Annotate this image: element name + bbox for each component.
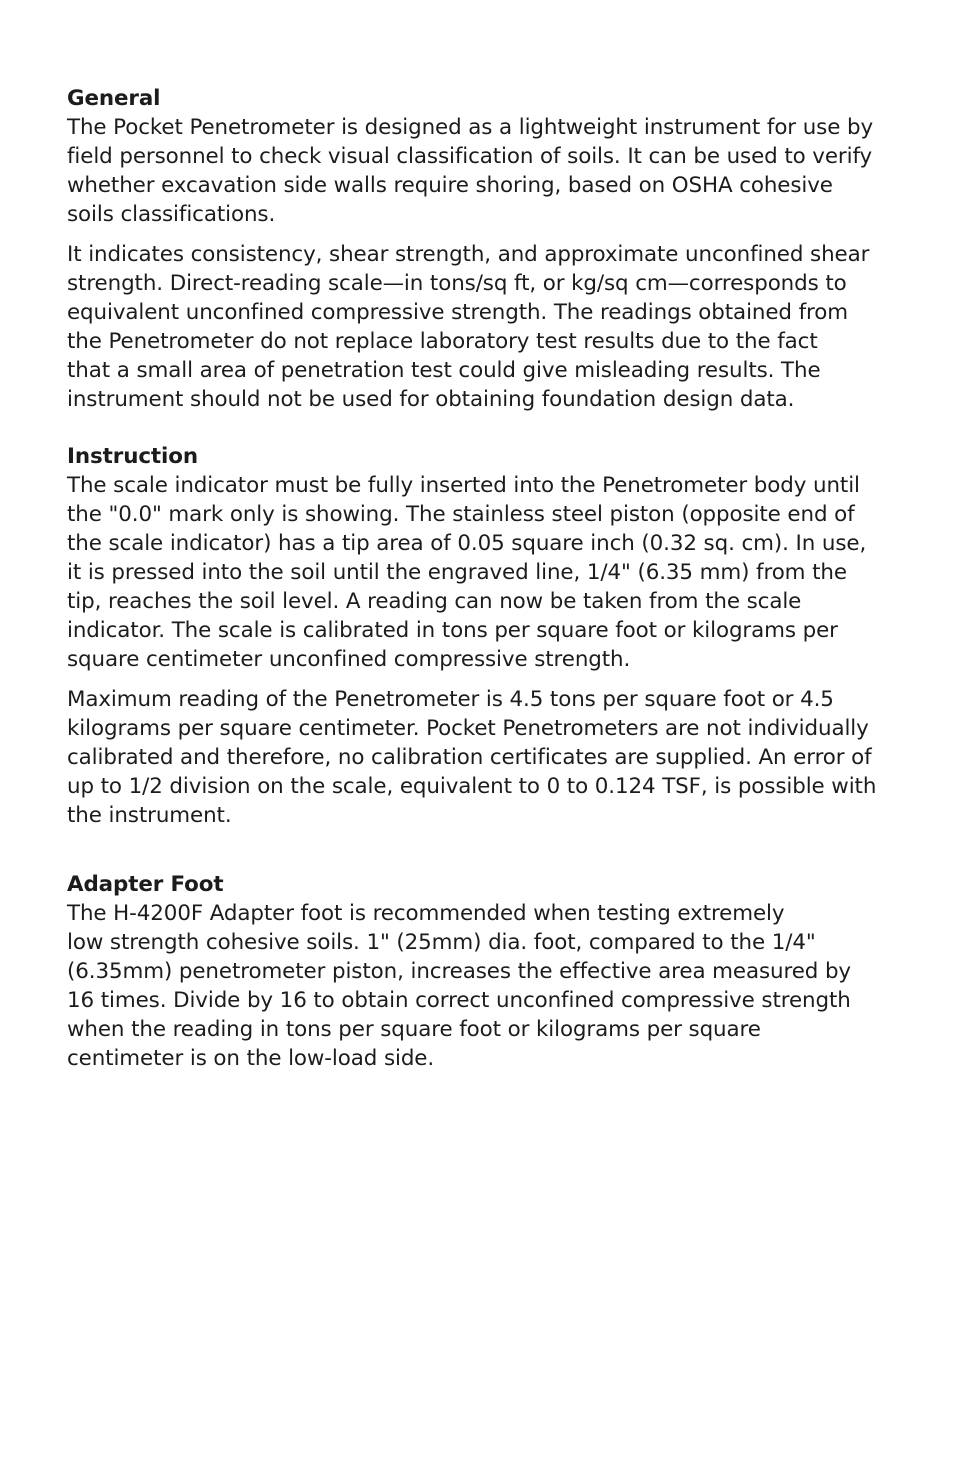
paragraph-instruction-2 [67, 685, 897, 830]
text-line: It indicates consistency, shear strength, and approximate unconfined shear [67, 242, 870, 267]
text-line: it is pressed into the soil until the engraved line, 1/4" (6.35 mm) from the [67, 560, 847, 585]
text-line: kilograms per square centimeter. Pocket Penetrometers are not individually [67, 716, 869, 741]
paragraph-general-1 [67, 113, 897, 229]
section-instruction [67, 442, 897, 830]
paragraph-adapter-foot-1 [67, 899, 897, 1073]
section-heading-general: General [67, 86, 161, 111]
text-line: strength. Direct-reading scale—in tons/sq ft, or kg/sq cm—corresponds to [67, 271, 847, 296]
text-line: 16 times. Divide by 16 to obtain correct unconfined compressive strength [67, 988, 851, 1013]
document-page [67, 84, 897, 1073]
text-line: the "0.0" mark only is showing. The stainless steel piston (opposite end of [67, 502, 855, 527]
text-line: The Pocket Penetrometer is designed as a lightweight instrument for use by [67, 115, 873, 140]
text-line: The scale indicator must be fully inserted into the Penetrometer body until [67, 473, 860, 498]
text-line: low strength cohesive soils. 1" (25mm) dia. foot, compared to the 1/4" [67, 930, 816, 955]
text-line: centimeter is on the low-load side. [67, 1046, 435, 1071]
text-line: The H-4200F Adapter foot is recommended when testing extremely [67, 901, 785, 926]
text-line: Maximum reading of the Penetrometer is 4.5 tons per square foot or 4.5 [67, 687, 834, 712]
text-line: square centimeter unconfined compressive strength. [67, 647, 631, 672]
text-line: that a small area of penetration test could give misleading results. The [67, 358, 821, 383]
text-line: soils classifications. [67, 202, 276, 227]
paragraph-general-2 [67, 240, 897, 414]
text-line: whether excavation side walls require shoring, based on OSHA cohesive [67, 173, 833, 198]
text-line: equivalent unconfined compressive strength. The readings obtained from [67, 300, 848, 325]
section-general [67, 84, 897, 414]
text-line: the scale indicator) has a tip area of 0.05 square inch (0.32 sq. cm). In use, [67, 531, 867, 556]
text-line: instrument should not be used for obtaining foundation design data. [67, 387, 795, 412]
section-adapter-foot [67, 870, 897, 1073]
text-line: calibrated and therefore, no calibration certificates are supplied. An error of [67, 745, 872, 770]
text-line: tip, reaches the soil level. A reading can now be taken from the scale [67, 589, 802, 614]
text-line: field personnel to check visual classification of soils. It can be used to verify [67, 144, 873, 169]
text-line: indicator. The scale is calibrated in tons per square foot or kilograms per [67, 618, 838, 643]
text-line: up to 1/2 division on the scale, equivalent to 0 to 0.124 TSF, is possible with [67, 774, 877, 799]
text-line: when the reading in tons per square foot or kilograms per square [67, 1017, 761, 1042]
section-heading-adapter-foot: Adapter Foot [67, 872, 224, 897]
paragraph-instruction-1 [67, 471, 897, 674]
text-line: the instrument. [67, 803, 232, 828]
text-line: the Penetrometer do not replace laboratory test results due to the fact [67, 329, 818, 354]
text-line: (6.35mm) penetrometer piston, increases the effective area measured by [67, 959, 851, 984]
section-heading-instruction: Instruction [67, 444, 198, 469]
